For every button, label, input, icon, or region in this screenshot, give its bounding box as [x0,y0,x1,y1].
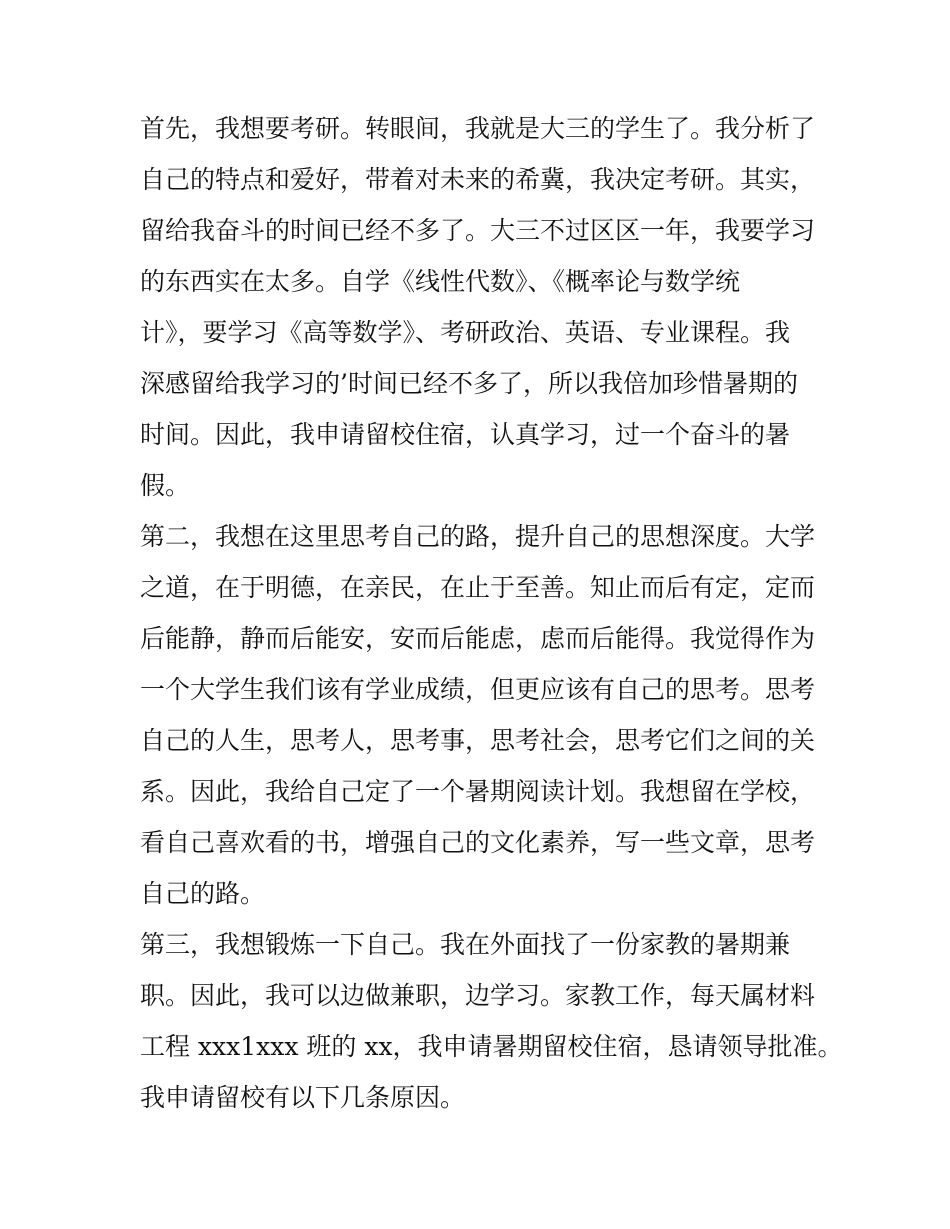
text-line: 第二，我想在这里思考自己的路，提升自己的思想深度。大学 [140,522,816,551]
text-line: 假。 [140,471,191,500]
text-line: 我申请留校有以下几条原因。 [140,1083,466,1112]
text-line: 自己的人生，思考人，思考事，思考社会，思考它们之间的关 [140,726,816,755]
text-line: 后能静，静而后能安，安而后能虑，虑而后能得。我觉得作为 [140,624,816,653]
paragraph-second-reason [140,511,820,919]
text-line: 计》，要学习《高等数学》、考研政治、英语、专业课程。我 [140,318,791,347]
paragraph-first-reason [140,103,820,511]
text-line: 第三，我想锻炼一下自己。我在外面找了一份家教的暑期兼 [140,930,791,959]
text-line: 职。因此，我可以边做兼职，边学习。家教工作，每天属材料 [140,981,816,1010]
text-line: 自己的特点和爱好，带着对未来的希冀，我决定考研。其实， [140,165,816,194]
text-line: 自己的路。 [140,879,266,908]
text-line: 系。因此，我给自己定了一个暑期阅读计划。我想留在学校， [140,777,816,806]
text-line: 一个大学生我们该有学业成绩，但更应该有自己的思考。思考 [140,675,816,704]
text-line: 首先，我想要考研。转眼间，我就是大三的学生了。我分析了 [140,114,816,143]
text-line: 深感留给我学习的’时间已经不多了，所以我倍加珍惜暑期的 [140,369,798,398]
text-line: 看自己喜欢看的书，增强自己的文化素养，写一些文章，思考 [140,828,816,857]
paragraph-third-reason [140,919,843,1123]
text-line: 工程 xxx1xxx 班的 xx，我申请暑期留校住宿，恳请领导批准。 [140,1032,843,1061]
text-line: 留给我奋斗的时间已经不多了。大三不过区区一年，我要学习 [140,216,816,245]
text-line: 之道，在于明德，在亲民，在止于至善。知止而后有定，定而 [140,573,816,602]
text-line: 的东西实在太多。自学《线性代数》、《概率论与数学统 [140,267,741,296]
document-body [140,103,843,1123]
text-line: 时间。因此，我申请留校住宿，认真学习，过一个奋斗的暑 [140,420,791,449]
